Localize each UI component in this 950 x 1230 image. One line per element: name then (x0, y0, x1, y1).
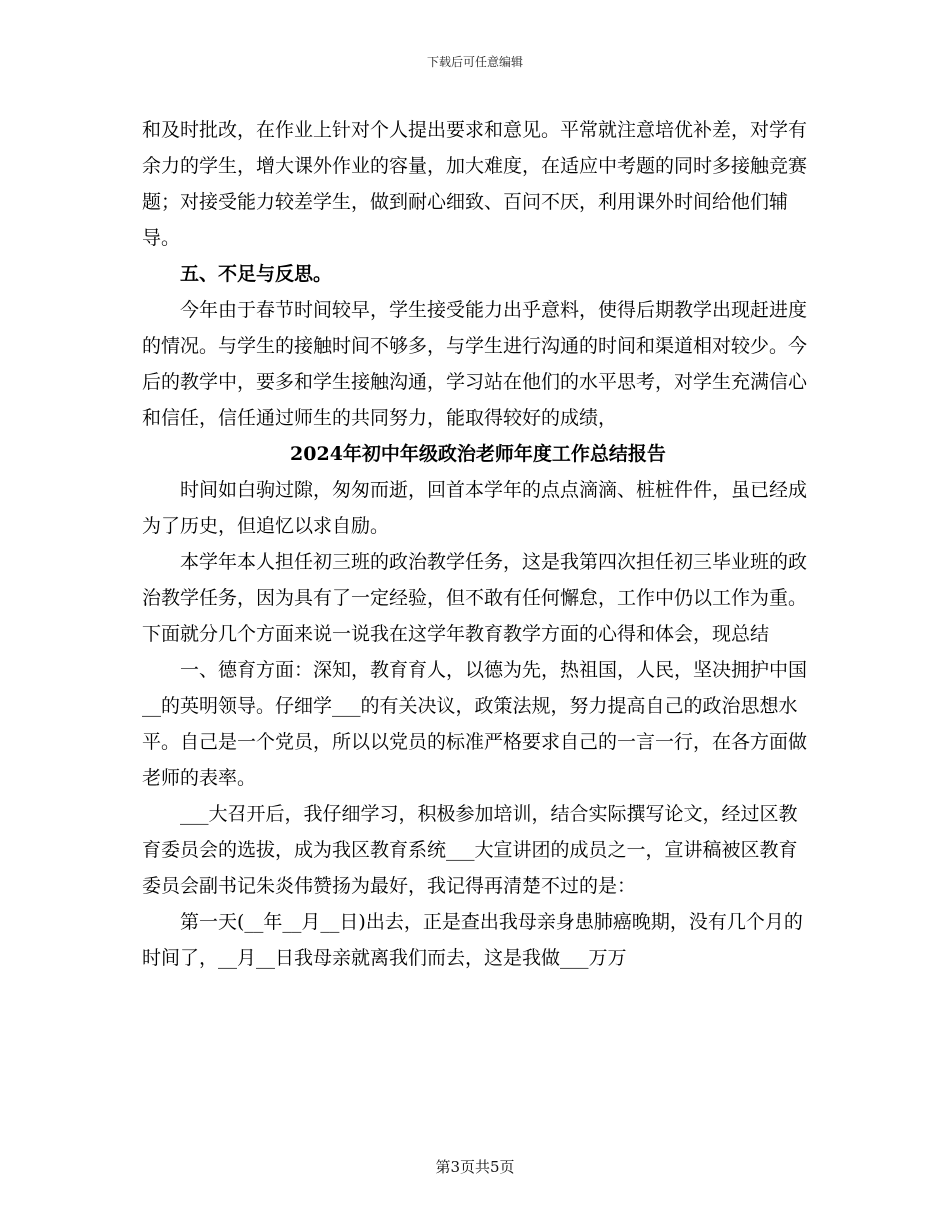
page-footer: 第3页共5页 (435, 1158, 515, 1176)
paragraph-reflection: 今年由于春节时间较早，学生接受能力出乎意料，使得后期教学出现赶进度的情况。与学生的接触时间不够多，与学生进行沟通的时间和渠道相对较少。今后的教学中，要多和学生接触沟通，学习站在他们的水平思考，对学生充满信心和信任，信任通过师生的共同努力，能取得较好的成绩， (142, 299, 808, 429)
paragraph-training: ___大召开后，我仔细学习，积极参加培训，结合实际撰写论文，经过区教育委员会的选拔，成为我区教育系统___大宣讲团的成员之一，宣讲稿被区教育委员会副书记朱炎伟赞扬为最好，我记得再清楚不过的是： (142, 803, 798, 897)
report-title: 2024年初中年级政治老师年度工作总结报告 (290, 443, 666, 465)
paragraph-intro: 时间如白驹过隙，匆匆而逝，回首本学年的点点滴滴、桩桩件件，虽已经成为了历史，但追忆以求自励。 (142, 479, 808, 537)
paragraph-assignment: 本学年本人担任初三班的政治教学任务，这是我第四次担任初三毕业班的政治教学任务，因为具有了一定经验，但不敢有任何懈怠，工作中仍以工作为重。下面就分几个方面来说一说我在这学年教育教学方面的心得和体会，现总结 (142, 551, 808, 645)
document-body (142, 112, 814, 976)
page-header: 下载后可任意编辑 (426, 55, 523, 69)
paragraph-homework: 和及时批改，在作业上针对个人提出要求和意见。平常就注意培优补差，对学有余力的学生，增大课外作业的容量，加大难度，在适应中考题的同时多接触竞赛题；对接受能力较差学生，做到耐心细致、百问不厌，利用课外时间给他们辅导。 (142, 119, 808, 249)
paragraph-moral-education: 一、德育方面：深知，教育育人，以德为先，热祖国，人民，坚决拥护中国__的英明领导。仔细学___的有关决议，政策法规，努力提高自己的政治思想水平。自己是一个党员，所以以党员的标准严格要求自己的一言一行，在各方面做老师的表率。 (142, 659, 808, 789)
paragraph-first-day: 第一天(__年__月__日)出去，正是查出我母亲身患肺癌晚期，没有几个月的时间了，__月__日我母亲就离我们而去，这是我做___万万 (142, 911, 803, 969)
section-heading-shortcomings: 五、不足与反思。 (180, 263, 333, 285)
